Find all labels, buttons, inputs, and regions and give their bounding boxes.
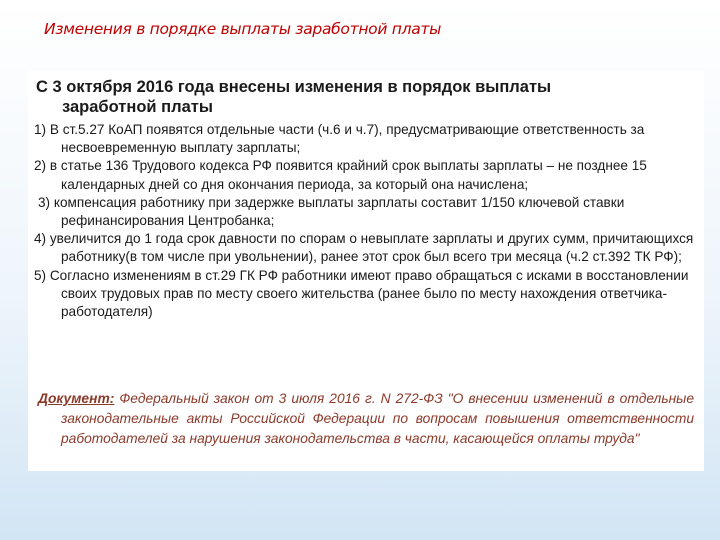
list-item-2: 2) в статье 136 Трудового кодекса РФ появится крайний срок выплаты зарплаты – не позднее 15 календарных дней со дня окончания периода, за который она начислена; — [34, 158, 647, 192]
document-text: Федеральный закон от 3 июля 2016 г. N 272-ФЗ "О внесении изменений в отдельные законодательные акты Российской Федерации по вопросам повышения ответственности работодателей за нарушения законодательства в части, касающейся оплаты труда" — [61, 391, 694, 446]
list-item-4: 4) увеличится до 1 года срок давности по спорам о невыплате зарплаты и других сумм, причитающихся работнику(в том числе при увольнении), ранее этот срок был всего три месяца (ч.2 ст.392 ТК РФ); — [34, 231, 694, 265]
content-heading — [36, 77, 616, 117]
slide-title: Изменения в порядке выплаты заработной платы — [44, 20, 442, 38]
content-box — [28, 71, 704, 471]
content-heading-line-2: заработной платы — [62, 98, 213, 116]
document-reference — [38, 389, 694, 449]
document-label: Документ: — [38, 391, 115, 406]
list-item-3: 3) компенсация работнику при задержке выплаты зарплаты составит 1/150 ключевой ставки рефинансирования Центробанка; — [38, 194, 625, 229]
content-heading-line-1: С 3 октября 2016 года внесены изменения в порядок выплаты — [36, 78, 552, 96]
list-item-1: 1) В ст.5.27 КоАП появятся отдельные части (ч.6 и ч.7), предусматривающие ответственность за несвоевременную выплату зарплаты; — [34, 122, 645, 156]
changes-list — [34, 121, 694, 321]
list-item-5: 5) Согласно изменениям в ст.29 ГК РФ работники имеют право обращаться с исками в восстановлении своих трудовых прав по месту своего жительства (ранее было по месту нахождения ответчика-работодателя) — [34, 267, 689, 320]
